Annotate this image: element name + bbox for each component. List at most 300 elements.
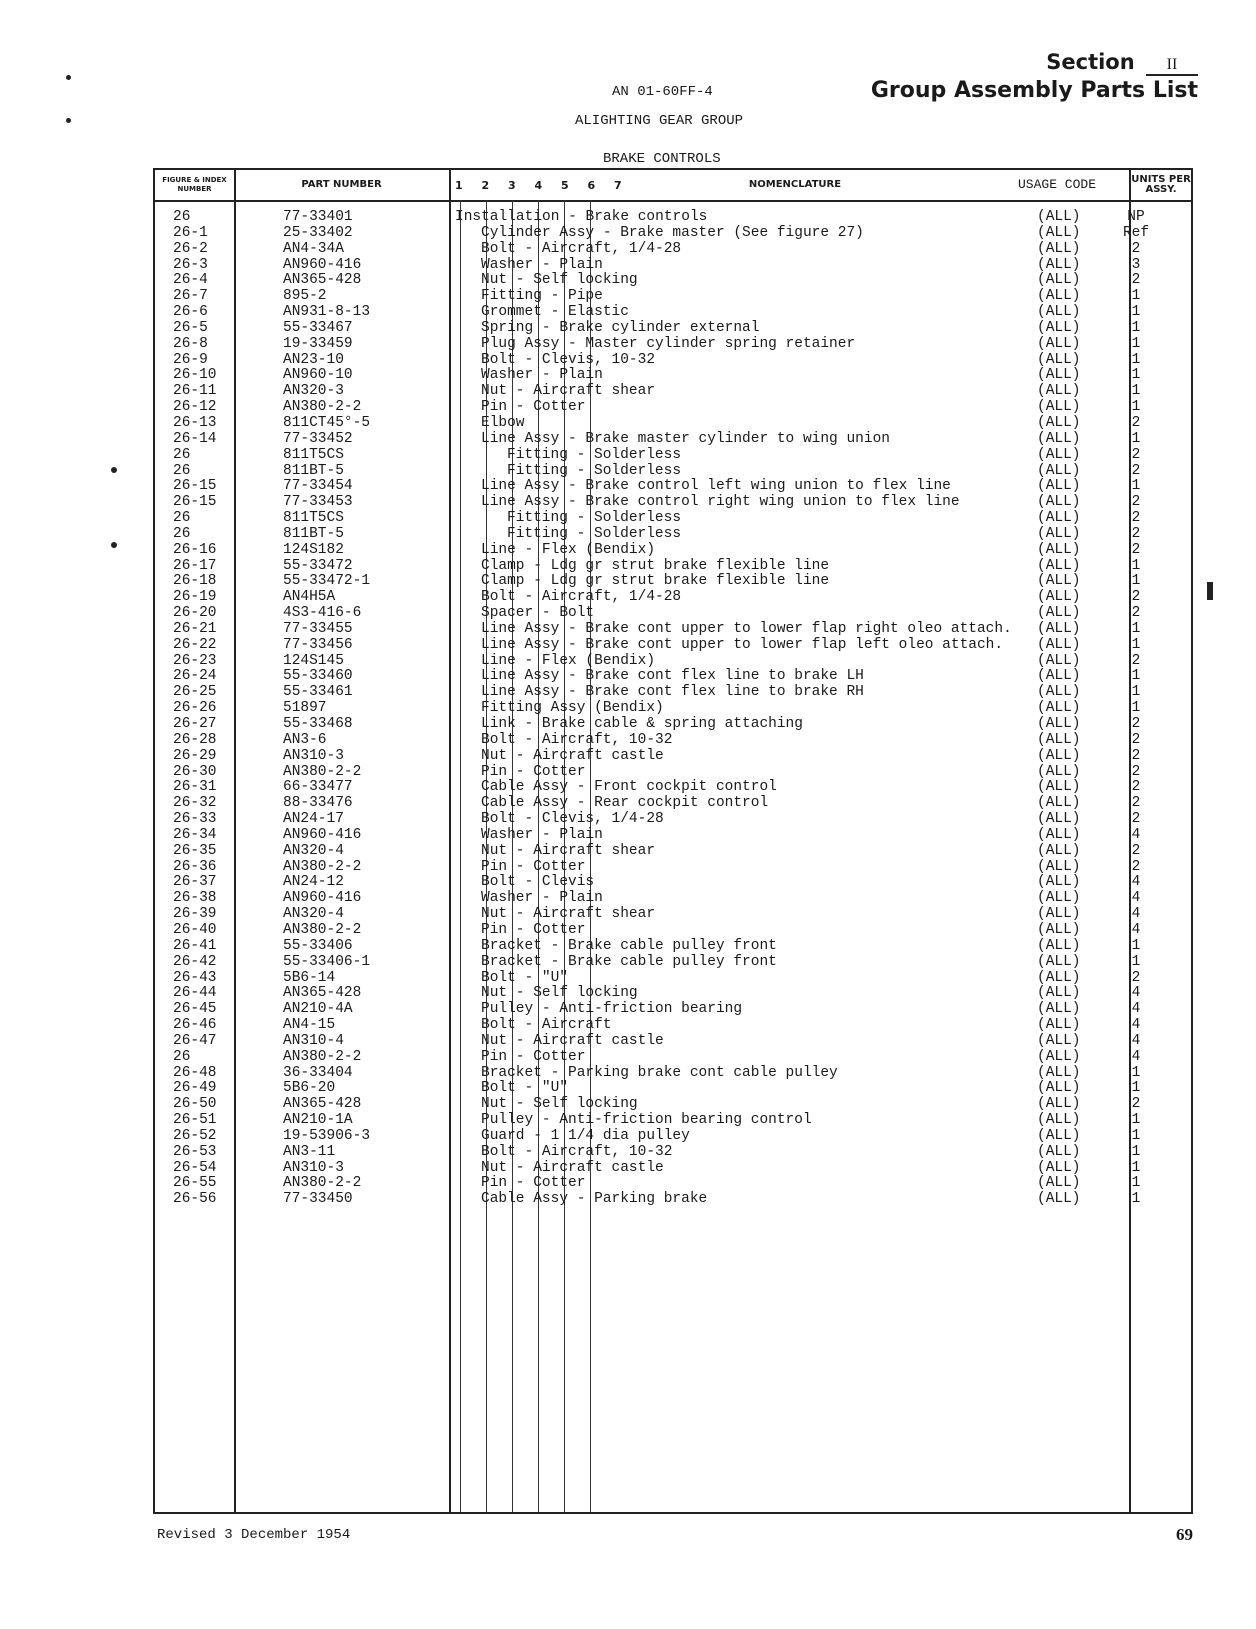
units-per-assy: 1 xyxy=(1131,288,1141,305)
table-row xyxy=(155,701,1191,717)
usage-code: (ALL) xyxy=(1037,700,1081,717)
figure-index: 26-42 xyxy=(173,953,217,970)
usage-code: (ALL) xyxy=(1037,446,1081,463)
parts-table xyxy=(153,168,1193,1514)
nomenclature: Cable Assy - Parking brake xyxy=(481,1191,708,1208)
figure-index: 26 xyxy=(173,525,191,542)
figure-index: 26-13 xyxy=(173,414,217,431)
nomenclature: Pin - Cotter xyxy=(481,1175,586,1192)
table-title: BRAKE CONTROLS xyxy=(603,151,721,167)
nomenclature: Pin - Cotter xyxy=(481,1048,586,1065)
part-number: 19-33459 xyxy=(283,335,353,352)
table-row xyxy=(155,796,1191,812)
table-row xyxy=(155,289,1191,305)
table-row xyxy=(155,210,1191,226)
part-number: AN310-3 xyxy=(283,747,344,764)
nomenclature: Bolt - Clevis xyxy=(481,874,595,891)
part-number: 77-33452 xyxy=(283,430,353,447)
figure-index: 26-8 xyxy=(173,335,208,352)
usage-code: (ALL) xyxy=(1037,716,1081,732)
figure-index: 26 xyxy=(173,462,191,479)
indent-level-2: 2 xyxy=(481,178,490,192)
usage-code: (ALL) xyxy=(1037,763,1081,780)
nomenclature: Washer - Plain xyxy=(481,890,603,907)
table-row xyxy=(155,717,1191,733)
nomenclature: Line Assy - Brake cont flex line to brake LH xyxy=(481,668,864,685)
table-row xyxy=(155,1066,1191,1082)
nomenclature: Nut - Aircraft shear xyxy=(481,383,656,400)
units-per-assy: 1 xyxy=(1131,478,1141,495)
nomenclature: Pulley - Anti-friction bearing xyxy=(481,1001,743,1018)
usage-code: (ALL) xyxy=(1037,367,1081,384)
table-row xyxy=(155,1097,1191,1113)
figure-index: 26-17 xyxy=(173,557,217,574)
figure-index: 26-36 xyxy=(173,858,217,875)
usage-code: (ALL) xyxy=(1037,462,1081,479)
units-per-assy: 2 xyxy=(1131,842,1141,859)
part-number: AN380-2-2 xyxy=(283,1175,362,1192)
part-number: 77-33453 xyxy=(283,494,353,511)
scan-mark xyxy=(1207,582,1213,600)
usage-code: (ALL) xyxy=(1037,937,1081,954)
figure-index: 26-44 xyxy=(173,985,217,1002)
figure-index: 26 xyxy=(173,209,191,225)
table-row xyxy=(155,971,1191,987)
nomenclature: Bracket - Brake cable pulley front xyxy=(481,937,777,954)
part-number: 77-33454 xyxy=(283,478,353,495)
table-row xyxy=(155,986,1191,1002)
nomenclature: Nut - Aircraft castle xyxy=(481,1159,664,1176)
figure-index: 26-48 xyxy=(173,1064,217,1081)
figure-index: 26-19 xyxy=(173,589,217,606)
nomenclature: Washer - Plain xyxy=(481,826,603,843)
part-number: 811T5CS xyxy=(283,446,344,463)
table-row xyxy=(155,891,1191,907)
part-number: AN380-2-2 xyxy=(283,921,362,938)
table-row xyxy=(155,432,1191,448)
usage-code: (ALL) xyxy=(1037,209,1081,225)
nomenclature: Link - Brake cable & spring attaching xyxy=(481,716,803,732)
units-per-assy: 2 xyxy=(1131,605,1141,622)
part-number: 77-33450 xyxy=(283,1191,353,1208)
usage-code: (ALL) xyxy=(1037,256,1081,273)
nomenclature: Bolt - Aircraft, 1/4-28 xyxy=(481,589,682,606)
table-row xyxy=(155,1034,1191,1050)
figure-index: 26-2 xyxy=(173,240,208,257)
units-per-assy: 1 xyxy=(1131,319,1141,336)
nomenclature: Fitting - Solderless xyxy=(507,446,682,463)
figure-index: 26-45 xyxy=(173,1001,217,1018)
revision-date: Revised 3 December 1954 xyxy=(157,1527,351,1543)
indent-level-4: 4 xyxy=(534,178,543,192)
figure-index: 26-51 xyxy=(173,1112,217,1129)
nomenclature: Clamp - Ldg gr strut brake flexible line xyxy=(481,573,830,590)
usage-code: (ALL) xyxy=(1037,605,1081,622)
usage-code: (ALL) xyxy=(1037,319,1081,336)
nomenclature: Nut - Self locking xyxy=(481,985,638,1002)
part-number: AN3-6 xyxy=(283,731,327,748)
table-row xyxy=(155,955,1191,971)
usage-code: (ALL) xyxy=(1037,1017,1081,1034)
units-per-assy: 1 xyxy=(1131,636,1141,653)
usage-code: (ALL) xyxy=(1037,1096,1081,1113)
usage-code: (ALL) xyxy=(1037,1143,1081,1160)
nomenclature: Fitting - Solderless xyxy=(507,525,682,542)
usage-code: (ALL) xyxy=(1037,351,1081,368)
part-number: AN931-8-13 xyxy=(283,304,371,321)
table-row xyxy=(155,1050,1191,1066)
figure-index: 26-1 xyxy=(173,224,208,241)
units-per-assy: 2 xyxy=(1131,795,1141,812)
part-number: 55-33461 xyxy=(283,684,353,701)
table-row xyxy=(155,353,1191,369)
usage-code: (ALL) xyxy=(1037,1127,1081,1144)
nomenclature: Line Assy - Brake control right wing union to flex line xyxy=(481,494,960,511)
usage-code: (ALL) xyxy=(1037,430,1081,447)
figure-index: 26-55 xyxy=(173,1175,217,1192)
part-number: 25-33402 xyxy=(283,224,353,241)
table-row xyxy=(155,923,1191,939)
usage-code: (ALL) xyxy=(1037,731,1081,748)
usage-code: (ALL) xyxy=(1037,1191,1081,1208)
figure-index: 26-23 xyxy=(173,652,217,669)
usage-code: (ALL) xyxy=(1037,1032,1081,1049)
units-per-assy: 2 xyxy=(1131,541,1141,558)
units-per-assy: 4 xyxy=(1131,1048,1141,1065)
units-per-assy: 1 xyxy=(1131,668,1141,685)
usage-code: (ALL) xyxy=(1037,414,1081,431)
table-row xyxy=(155,384,1191,400)
usage-code: (ALL) xyxy=(1037,779,1081,796)
table-body xyxy=(155,210,1191,1208)
nomenclature: Washer - Plain xyxy=(481,367,603,384)
units-per-assy: 2 xyxy=(1131,652,1141,669)
header-part-number: PART NUMBER xyxy=(301,179,382,190)
units-per-assy: 1 xyxy=(1131,1191,1141,1208)
part-number: 55-33406 xyxy=(283,937,353,954)
figure-index: 26-54 xyxy=(173,1159,217,1176)
figure-index: 26-30 xyxy=(173,763,217,780)
figure-index: 26-10 xyxy=(173,367,217,384)
nomenclature: Nut - Self locking xyxy=(481,1096,638,1113)
figure-index: 26-26 xyxy=(173,700,217,717)
part-number: 124S182 xyxy=(283,541,344,558)
figure-index: 26-15 xyxy=(173,494,217,511)
nomenclature: Pulley - Anti-friction bearing control xyxy=(481,1112,812,1129)
table-row xyxy=(155,226,1191,242)
figure-index: 26-3 xyxy=(173,256,208,273)
units-per-assy: 4 xyxy=(1131,874,1141,891)
part-number: 124S145 xyxy=(283,652,344,669)
units-per-assy: 2 xyxy=(1131,462,1141,479)
usage-code: (ALL) xyxy=(1037,906,1081,923)
table-row xyxy=(155,1113,1191,1129)
part-number: AN380-2-2 xyxy=(283,858,362,875)
figure-index: 26-22 xyxy=(173,636,217,653)
table-row xyxy=(155,495,1191,511)
units-per-assy: 1 xyxy=(1131,684,1141,701)
part-number: 19-53906-3 xyxy=(283,1127,371,1144)
units-per-assy: 1 xyxy=(1131,700,1141,717)
table-row xyxy=(155,337,1191,353)
units-per-assy: 1 xyxy=(1131,953,1141,970)
usage-code: (ALL) xyxy=(1037,795,1081,812)
nomenclature: Washer - Plain xyxy=(481,256,603,273)
usage-code: (ALL) xyxy=(1037,874,1081,891)
units-per-assy: 2 xyxy=(1131,414,1141,431)
units-per-assy: 1 xyxy=(1131,1080,1141,1097)
part-number: 55-33467 xyxy=(283,319,353,336)
usage-code: (ALL) xyxy=(1037,224,1081,241)
units-per-assy: 1 xyxy=(1131,430,1141,447)
nomenclature: Nut - Aircraft castle xyxy=(481,747,664,764)
nomenclature: Cylinder Assy - Brake master (See figure 27) xyxy=(481,224,864,241)
part-number: 5B6-20 xyxy=(283,1080,336,1097)
nomenclature: Line Assy - Brake cont upper to lower flap left oleo attach. xyxy=(481,636,1004,653)
indent-level-1: 1 xyxy=(455,178,463,192)
part-number: 811BT-5 xyxy=(283,525,344,542)
nomenclature: Line - Flex (Bendix) xyxy=(481,541,656,558)
units-per-assy: 2 xyxy=(1131,240,1141,257)
units-per-assy: 1 xyxy=(1131,304,1141,321)
part-number: AN960-416 xyxy=(283,890,362,907)
figure-index: 26-9 xyxy=(173,351,208,368)
usage-code: (ALL) xyxy=(1037,557,1081,574)
table-row xyxy=(155,1192,1191,1208)
figure-index: 26-35 xyxy=(173,842,217,859)
usage-code: (ALL) xyxy=(1037,953,1081,970)
figure-index: 26-34 xyxy=(173,826,217,843)
figure-index: 26-24 xyxy=(173,668,217,685)
nomenclature: Nut - Aircraft castle xyxy=(481,1032,664,1049)
figure-index: 26-28 xyxy=(173,731,217,748)
units-per-assy: 4 xyxy=(1131,890,1141,907)
nomenclature: Installation - Brake controls xyxy=(455,209,708,225)
nomenclature: Line Assy - Brake master cylinder to wing union xyxy=(481,430,890,447)
figure-index: 26 xyxy=(173,510,191,527)
part-number: 55-33472-1 xyxy=(283,573,371,590)
figure-index: 26-39 xyxy=(173,906,217,923)
units-per-assy: 1 xyxy=(1131,367,1141,384)
usage-code: (ALL) xyxy=(1037,383,1081,400)
scan-mark xyxy=(66,118,71,123)
table-row xyxy=(155,543,1191,559)
table-row xyxy=(155,527,1191,543)
part-number: 811BT-5 xyxy=(283,462,344,479)
part-number: AN4-34A xyxy=(283,240,344,257)
part-number: AN365-428 xyxy=(283,985,362,1002)
figure-index: 26-15 xyxy=(173,478,217,495)
table-row xyxy=(155,733,1191,749)
usage-code: (ALL) xyxy=(1037,589,1081,606)
figure-index: 26-50 xyxy=(173,1096,217,1113)
table-row xyxy=(155,669,1191,685)
table-row xyxy=(155,321,1191,337)
table-row xyxy=(155,780,1191,796)
figure-index: 26-12 xyxy=(173,399,217,416)
figure-index: 26 xyxy=(173,446,191,463)
table-row xyxy=(155,622,1191,638)
units-per-assy: 2 xyxy=(1131,779,1141,796)
figure-index: 26-20 xyxy=(173,605,217,622)
usage-code: (ALL) xyxy=(1037,573,1081,590)
units-per-assy: 1 xyxy=(1131,383,1141,400)
nomenclature: Bracket - Parking brake cont cable pulley xyxy=(481,1064,838,1081)
table-row xyxy=(155,590,1191,606)
table-row xyxy=(155,1129,1191,1145)
figure-index: 26-11 xyxy=(173,383,217,400)
part-number: AN320-3 xyxy=(283,383,344,400)
table-row xyxy=(155,828,1191,844)
table-row xyxy=(155,844,1191,860)
figure-index: 26-6 xyxy=(173,304,208,321)
part-number: 36-33404 xyxy=(283,1064,353,1081)
nomenclature: Line Assy - Brake cont flex line to brake RH xyxy=(481,684,864,701)
table-row xyxy=(155,1081,1191,1097)
units-per-assy: 2 xyxy=(1131,1096,1141,1113)
usage-code: (ALL) xyxy=(1037,921,1081,938)
table-row xyxy=(155,559,1191,575)
usage-code: (ALL) xyxy=(1037,858,1081,875)
units-per-assy: 2 xyxy=(1131,858,1141,875)
nomenclature: Plug Assy - Master cylinder spring retainer xyxy=(481,335,856,352)
units-per-assy: 2 xyxy=(1131,969,1141,986)
figure-index: 26-40 xyxy=(173,921,217,938)
figure-index: 26-18 xyxy=(173,573,217,590)
units-per-assy: 2 xyxy=(1131,731,1141,748)
part-number: 811CT45°-5 xyxy=(283,414,371,431)
figure-index: 26-43 xyxy=(173,969,217,986)
table-row xyxy=(155,273,1191,289)
units-per-assy: 1 xyxy=(1131,335,1141,352)
table-row xyxy=(155,907,1191,923)
usage-code: (ALL) xyxy=(1037,668,1081,685)
part-number: 77-33455 xyxy=(283,620,353,637)
nomenclature: Fitting - Solderless xyxy=(507,510,682,527)
part-number: 811T5CS xyxy=(283,510,344,527)
table-row xyxy=(155,1161,1191,1177)
part-number: 88-33476 xyxy=(283,795,353,812)
units-per-assy: 1 xyxy=(1131,937,1141,954)
usage-code: (ALL) xyxy=(1037,399,1081,416)
usage-code: (ALL) xyxy=(1037,1048,1081,1065)
table-row xyxy=(155,258,1191,274)
document-id: AN 01-60FF-4 xyxy=(612,84,713,100)
nomenclature: Pin - Cotter xyxy=(481,921,586,938)
part-number: AN380-2-2 xyxy=(283,1048,362,1065)
part-number: 5B6-14 xyxy=(283,969,336,986)
table-row xyxy=(155,860,1191,876)
usage-code: (ALL) xyxy=(1037,272,1081,289)
part-number: 77-33456 xyxy=(283,636,353,653)
units-per-assy: 4 xyxy=(1131,1001,1141,1018)
figure-index: 26-46 xyxy=(173,1017,217,1034)
table-row xyxy=(155,685,1191,701)
usage-code: (ALL) xyxy=(1037,620,1081,637)
figure-index: 26 xyxy=(173,1048,191,1065)
nomenclature: Bolt - Clevis, 1/4-28 xyxy=(481,811,664,828)
part-number: AN310-3 xyxy=(283,1159,344,1176)
header-usage-code: USAGE CODE xyxy=(1017,177,1096,192)
part-number: AN960-10 xyxy=(283,367,353,384)
units-per-assy: 1 xyxy=(1131,399,1141,416)
figure-index: 26-7 xyxy=(173,288,208,305)
table-row xyxy=(155,638,1191,654)
figure-index: 26-16 xyxy=(173,541,217,558)
nomenclature: Bolt - Clevis, 10-32 xyxy=(481,351,656,368)
table-row xyxy=(155,1145,1191,1161)
part-number: AN960-416 xyxy=(283,256,362,273)
usage-code: (ALL) xyxy=(1037,747,1081,764)
usage-code: (ALL) xyxy=(1037,985,1081,1002)
usage-code: (ALL) xyxy=(1037,1080,1081,1097)
table-row xyxy=(155,1018,1191,1034)
table-row xyxy=(155,875,1191,891)
part-number: AN3-11 xyxy=(283,1143,336,1160)
units-per-assy: 4 xyxy=(1131,906,1141,923)
figure-index: 26-31 xyxy=(173,779,217,796)
scan-mark xyxy=(66,75,71,80)
nomenclature: Spacer - Bolt xyxy=(481,605,595,622)
part-number: AN380-2-2 xyxy=(283,763,362,780)
part-number: AN210-1A xyxy=(283,1112,353,1129)
usage-code: (ALL) xyxy=(1037,684,1081,701)
usage-code: (ALL) xyxy=(1037,842,1081,859)
figure-index: 26-32 xyxy=(173,795,217,812)
part-number: 66-33477 xyxy=(283,779,353,796)
nomenclature: Guard - 1 1/4 dia pulley xyxy=(481,1127,690,1144)
figure-index: 26-29 xyxy=(173,747,217,764)
table-row xyxy=(155,368,1191,384)
nomenclature: Clamp - Ldg gr strut brake flexible line xyxy=(481,557,830,574)
nomenclature: Spring - Brake cylinder external xyxy=(481,319,760,336)
scan-mark xyxy=(111,542,117,548)
header-units-per-assy: UNITS PER ASSY. xyxy=(1131,174,1191,195)
usage-code: (ALL) xyxy=(1037,335,1081,352)
part-number: AN380-2-2 xyxy=(283,399,362,416)
part-number: AN4-15 xyxy=(283,1017,336,1034)
units-per-assy: 1 xyxy=(1131,1143,1141,1160)
table-row xyxy=(155,416,1191,432)
table-row xyxy=(155,464,1191,480)
figure-index: 26-33 xyxy=(173,811,217,828)
units-per-assy: 1 xyxy=(1131,351,1141,368)
units-per-assy: 2 xyxy=(1131,446,1141,463)
part-number: AN320-4 xyxy=(283,842,344,859)
usage-code: (ALL) xyxy=(1037,652,1081,669)
figure-index: 26-25 xyxy=(173,684,217,701)
nomenclature: Nut - Self locking xyxy=(481,272,638,289)
figure-index: 26-37 xyxy=(173,874,217,891)
units-per-assy: 1 xyxy=(1131,573,1141,590)
usage-code: (ALL) xyxy=(1037,478,1081,495)
section-line xyxy=(871,50,1198,76)
indent-level-3: 3 xyxy=(508,178,516,192)
units-per-assy: 1 xyxy=(1131,1159,1141,1176)
units-per-assy: 2 xyxy=(1131,525,1141,542)
units-per-assy: 2 xyxy=(1131,589,1141,606)
table-row xyxy=(155,749,1191,765)
table-row xyxy=(155,606,1191,622)
header-nomenclature: NOMENCLATURE xyxy=(748,179,842,190)
units-per-assy: 1 xyxy=(1131,1175,1141,1192)
nomenclature: Cable Assy - Front cockpit control xyxy=(481,779,777,796)
part-number: AN4H5A xyxy=(283,589,336,606)
nomenclature: Bolt - Aircraft, 10-32 xyxy=(481,1143,673,1160)
units-per-assy: 4 xyxy=(1131,1032,1141,1049)
scan-mark xyxy=(111,467,117,473)
figure-index: 26-41 xyxy=(173,937,217,954)
